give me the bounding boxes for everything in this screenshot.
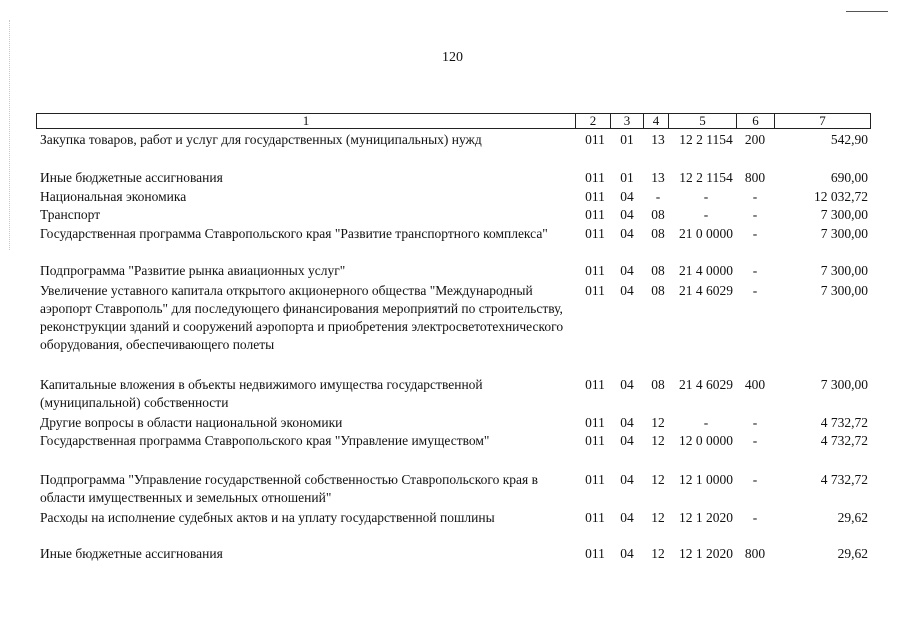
- col-5-value: 12 0 0000: [679, 433, 733, 448]
- col-5-value: -: [703, 189, 709, 204]
- row-description: Государственная программа Ставропольского края "Развитие транспортного комплекса": [40, 226, 548, 241]
- col-2-value: 011: [585, 226, 605, 241]
- col-7-amount: 690,00: [830, 170, 868, 185]
- row-description: Расходы на исполнение судебных актов и на уплату государственной пошлины: [40, 510, 495, 525]
- col-2-value: 011: [585, 189, 605, 204]
- col-4-value: 12: [651, 415, 665, 430]
- col-7-amount: 7 300,00: [820, 377, 868, 392]
- col-5-value: 12 2 1154: [679, 170, 733, 185]
- col-5-value: 12 1 2020: [679, 546, 733, 561]
- col-4-value: 08: [651, 377, 665, 392]
- col-4-value: 12: [651, 546, 665, 561]
- col-3-value: 04: [620, 472, 634, 487]
- col-3-value: 01: [620, 132, 634, 147]
- col-7-amount: 7 300,00: [820, 207, 868, 222]
- col-4-value: 13: [651, 132, 665, 147]
- col-3-value: 04: [620, 263, 634, 278]
- row-description: Другие вопросы в области национальной экономики: [40, 415, 343, 430]
- col-6-value: -: [752, 472, 758, 487]
- col-2-value: 011: [585, 510, 605, 525]
- col-7-amount: 7 300,00: [820, 226, 868, 241]
- col-7-amount: 29,62: [837, 546, 868, 561]
- row-description: Капитальные вложения в объекты недвижимого имущества государственной (муниципальной) собственности: [40, 377, 483, 410]
- col-4-value: 12: [651, 510, 665, 525]
- row-description: Национальная экономика: [40, 189, 187, 204]
- col-5-value: 21 4 0000: [679, 263, 733, 278]
- header-col-3: 3: [623, 113, 631, 128]
- col-3-value: 04: [620, 377, 634, 392]
- col-2-value: 011: [585, 433, 605, 448]
- col-4-value: 08: [651, 283, 665, 298]
- col-2-value: 011: [585, 472, 605, 487]
- col-7-amount: 4 732,72: [820, 433, 868, 448]
- col-3-value: 04: [620, 546, 634, 561]
- col-4-value: 12: [651, 433, 665, 448]
- col-4-value: 08: [651, 207, 665, 222]
- col-5-value: -: [703, 415, 709, 430]
- header-col-1: 1: [302, 113, 310, 128]
- col-3-value: 04: [620, 189, 634, 204]
- header-col-7: 7: [819, 113, 826, 128]
- col-5-value: 21 4 6029: [679, 377, 733, 392]
- col-7-amount: 7 300,00: [820, 283, 868, 298]
- col-3-value: 04: [620, 415, 634, 430]
- col-6-value: -: [752, 433, 758, 448]
- col-2-value: 011: [585, 132, 605, 147]
- col-6-value: 800: [744, 546, 766, 561]
- row-description: Иные бюджетные ассигнования: [40, 170, 223, 185]
- col-6-value: -: [752, 415, 758, 430]
- header-col-4: 4: [652, 113, 660, 128]
- col-3-value: 04: [620, 283, 634, 298]
- row-description: Иные бюджетные ассигнования: [40, 546, 223, 561]
- col-6-value: -: [752, 283, 758, 298]
- col-2-value: 011: [585, 283, 605, 298]
- col-2-value: 011: [585, 546, 605, 561]
- col-7-amount: 7 300,00: [820, 263, 868, 278]
- row-description: Закупка товаров, работ и услуг для государственных (муниципальных) нужд: [40, 132, 482, 147]
- top-right-rule: [846, 11, 888, 12]
- row-description: Увеличение уставного капитала открытого акционерного общества "Международный аэропорт Ставрополь" для последующего финансирования мероприятий по строительству, реконструкции зданий и сооружений аэропорта и приобретения электросветотехнического оборудования, обеспечивающего полеты: [40, 283, 564, 352]
- header-col-5: 5: [699, 113, 706, 128]
- col-5-value: -: [703, 207, 709, 222]
- col-4-value: 12: [651, 472, 665, 487]
- col-4-value: 08: [651, 226, 665, 241]
- row-description: Транспорт: [40, 207, 101, 222]
- col-5-value: 12 2 1154: [679, 132, 733, 147]
- col-7-amount: 542,90: [830, 132, 868, 147]
- col-6-value: -: [752, 263, 758, 278]
- col-7-amount: 4 732,72: [820, 415, 868, 430]
- col-5-value: 21 0 0000: [679, 226, 733, 241]
- header-col-2: 2: [589, 113, 597, 128]
- col-4-value: 08: [651, 263, 665, 278]
- col-3-value: 04: [620, 510, 634, 525]
- header-col-6: 6: [752, 113, 759, 128]
- col-4-value: -: [655, 189, 661, 204]
- col-2-value: 011: [585, 263, 605, 278]
- row-description: Государственная программа Ставропольского края "Управление имуществом": [40, 433, 490, 448]
- col-6-value: 800: [744, 170, 766, 185]
- col-7-amount: 12 032,72: [814, 189, 868, 204]
- col-2-value: 011: [585, 207, 605, 222]
- col-2-value: 011: [585, 415, 605, 430]
- col-6-value: 200: [744, 132, 766, 147]
- row-description: Подпрограмма "Развитие рынка авиационных услуг": [40, 263, 346, 278]
- col-2-value: 011: [585, 377, 605, 392]
- col-5-value: 12 1 0000: [679, 472, 733, 487]
- col-7-amount: 4 732,72: [820, 472, 868, 487]
- col-3-value: 04: [620, 226, 634, 241]
- col-6-value: -: [752, 510, 758, 525]
- col-6-value: 400: [744, 377, 766, 392]
- row-description: Подпрограмма "Управление государственной собственностью Ставропольского края в области имущественных и земельных отношений": [40, 472, 539, 505]
- col-3-value: 01: [620, 170, 634, 185]
- col-2-value: 011: [585, 170, 605, 185]
- col-5-value: 12 1 2020: [679, 510, 733, 525]
- page-number: 120: [442, 50, 463, 65]
- col-5-value: 21 4 6029: [679, 283, 733, 298]
- col-6-value: -: [752, 189, 758, 204]
- col-6-value: -: [752, 207, 758, 222]
- col-3-value: 04: [620, 433, 634, 448]
- col-4-value: 13: [651, 170, 665, 185]
- table-header: [36, 113, 871, 129]
- col-6-value: -: [752, 226, 758, 241]
- col-3-value: 04: [620, 207, 634, 222]
- col-7-amount: 29,62: [837, 510, 868, 525]
